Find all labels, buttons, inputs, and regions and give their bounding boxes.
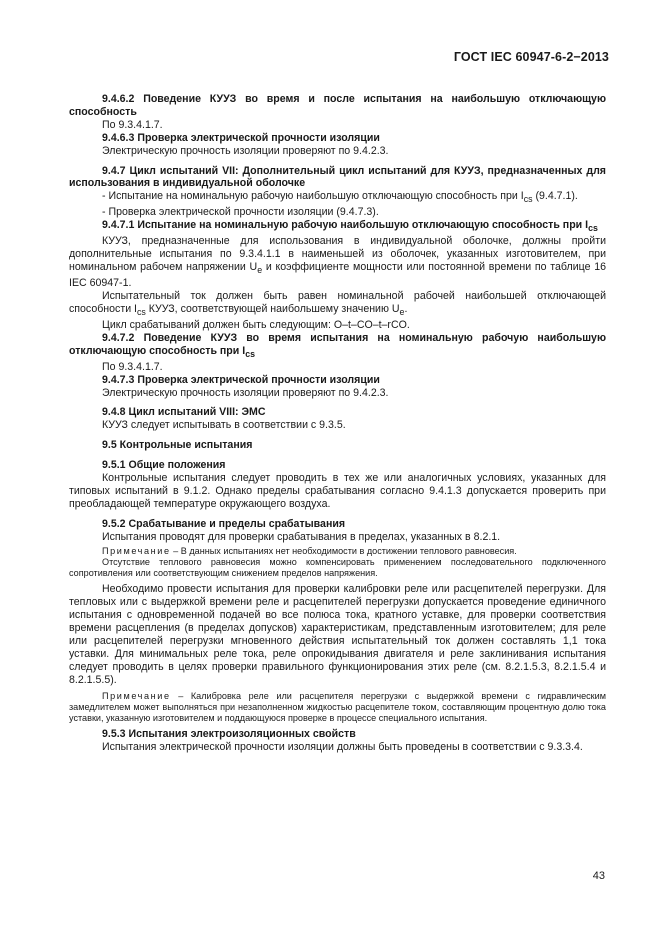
heading-text: 9.4.7.2 Поведение КУУЗ во время испытания на номинальную рабочую наибольшую отключающую способность при I xyxy=(69,331,606,357)
paragraph-9-5-3: Испытания электрической прочности изоляции должны быть проведены в соответствии с 9.3.3.4. xyxy=(102,741,583,754)
subscript: e xyxy=(399,307,405,318)
paragraph-9-4-7-1-a xyxy=(69,235,606,290)
paragraph-calibration: Необходимо провести испытания для проверки калибровки реле или расцепителей перегрузки. Для тепловых или с выдержкой времени реле и расцепителей перегрузки допускается проведение единичного испытания с одновременной подачей во все полюса тока, кратного уставке, для проверки соответствия времени расцепления (в пределах допусков) характеристикам, представленным изготовителем; для реле или расцепителей перегрузки мгновенного действия испытательный ток должен составлять 1,1 тока уставки. Для минимальных реле тока, реле опрокидывания двигателя и реле заклинивания испытания следует проводить в целях проверки правильного функционирования этих реле (см. 8.2.1.5.3, 8.2.1.5.4 и 8.2.1.5.5). xyxy=(69,583,606,686)
paragraph-text: КУУЗ, соответствующей наибольшему значению U xyxy=(145,302,400,315)
text-9-4-7-2: По 9.3.4.1.7. xyxy=(102,360,163,373)
heading-9-4-7: 9.4.7 Цикл испытаний VII: Дополнительный цикл испытаний для КУУЗ, предназначенных для использования в индивидуальной оболочке xyxy=(69,164,606,190)
subscript: cs xyxy=(523,194,533,205)
text-9-4-8: КУУЗ следует испытывать в соответствии с 9.3.5. xyxy=(102,419,346,432)
note-2 xyxy=(69,691,606,725)
heading-9-4-7-2 xyxy=(69,332,606,361)
text-9-4-6-3: Электрическую прочность изоляции проверяют по 9.4.2.3. xyxy=(102,144,389,157)
text-9-4-7-3: Электрическую прочность изоляции проверяют по 9.4.2.3. xyxy=(102,386,389,399)
paragraph-9-4-7-1-b xyxy=(69,290,606,319)
note-label: Примечание xyxy=(102,545,171,556)
note-1 xyxy=(69,546,606,557)
paragraph-9-5-1: Контрольные испытания следует проводить в тех же или аналогичных условиях, указанных для типовых испытаний в 9.1.2. Однако пределы срабатывания согласно 9.4.1.3 допускается проверить при преобладающей температуре окружающего воздуха. xyxy=(69,472,606,510)
list-item-text: - Испытание на номинальную рабочую наибольшую отключающую способность при I xyxy=(102,190,524,203)
note-label: Примечание xyxy=(102,690,171,701)
list-item-9-4-7-1 xyxy=(69,190,606,206)
heading-9-4-7-3: 9.4.7.3 Проверка электрической прочности изоляции xyxy=(102,373,380,386)
paragraph-text: Испытательный ток должен быть равен номинальной рабочей наибольшей отключающей способности I xyxy=(69,290,606,315)
paragraph-9-5-2: Испытания проводят для проверки срабатывания в пределах, указанных в 8.2.1. xyxy=(102,530,501,543)
subscript: e xyxy=(257,265,263,276)
paragraph-text: и коэффициенте мощности или постоянной времени по таблице 16 IEC 60947-1. xyxy=(69,261,606,290)
paragraph-text: КУУЗ, предназначенные для использования в индивидуальной оболочке, должны пройти дополнительные испытания по 9.3.4.1.1 в наименьшей из оболочек, указанных изготовителем, при номинальном рабочем напряжении U xyxy=(69,235,606,274)
heading-9-5-1: 9.5.1 Общие положения xyxy=(102,459,226,472)
heading-9-5-2: 9.5.2 Срабатывание и пределы срабатывания xyxy=(102,517,346,530)
heading-9-4-6-3: 9.4.6.3 Проверка электрической прочности изоляции xyxy=(102,131,380,144)
heading-text: 9.4.7.1 Испытание на номинальную рабочую наибольшую отключающую способность при I xyxy=(102,219,589,232)
note-text: – В данных испытаниях нет необходимости в достижении теплового равновесия. xyxy=(170,545,517,556)
text-9-4-6-2: По 9.3.4.1.7. xyxy=(102,118,163,131)
heading-9-5: 9.5 Контрольные испытания xyxy=(102,439,253,452)
standard-header: ГОСТ IEC 60947-6-2−2013 xyxy=(453,50,609,64)
heading-9-4-8: 9.4.8 Цикл испытаний VIII: ЭМС xyxy=(102,406,266,419)
heading-9-5-3: 9.5.3 Испытания электроизоляционных свойств xyxy=(102,728,356,741)
page-content xyxy=(69,93,606,754)
subscript: cs xyxy=(245,348,256,359)
paragraph-9-4-7-1-c: Цикл срабатываний должен быть следующим: O–t–CO–t–rCO. xyxy=(102,318,410,331)
paragraph-text: . xyxy=(404,302,408,315)
subscript: cs xyxy=(588,223,598,234)
heading-9-4-7-1 xyxy=(69,219,606,235)
list-item-text: (9.4.7.1). xyxy=(532,190,578,203)
note-text: – Калибровка реле или расцепителя перегрузки с выдержкой времени с гидравлическим замедлителем может выполняться при незаполненном жидкостью расцепителе током, составляющим процентную долю тока уставки, указанную изготовителем и поддающуюся проверке в процессе специального испытания. xyxy=(69,690,606,723)
page-number: 43 xyxy=(592,870,605,882)
subscript: cs xyxy=(137,307,146,318)
list-item-9-4-7-3: - Проверка электрической прочности изоляции (9.4.7.3). xyxy=(102,206,379,219)
note-1-continuation: Отсутствие теплового равновесия можно компенсировать применением последовательного подключенного сопротивления или соответствующим снижением пределов напряжения. xyxy=(69,556,606,579)
heading-9-4-6-2: 9.4.6.2 Поведение КУУЗ во время и после испытания на наибольшую отключающую способность xyxy=(69,93,606,118)
